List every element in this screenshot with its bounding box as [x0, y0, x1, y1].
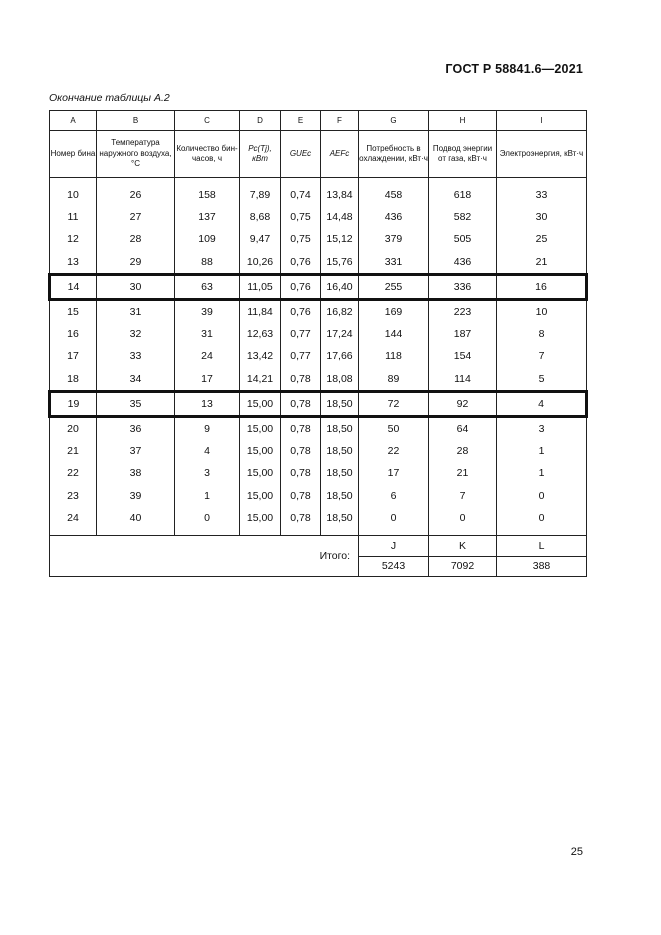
table-cell: 30 [97, 274, 175, 299]
table-cell: 17,66 [321, 345, 359, 367]
table-cell: 28 [429, 440, 497, 462]
table-cell: 0,78 [281, 391, 321, 416]
table-row [50, 251, 587, 275]
table-row [50, 299, 587, 323]
table-row [50, 228, 587, 250]
table-cell: 15 [50, 299, 97, 323]
column-letter: G [359, 111, 429, 131]
table-cell: 0 [175, 507, 240, 536]
table-cell: 72 [359, 391, 429, 416]
table-cell: 169 [359, 299, 429, 323]
table-cell: 33 [497, 178, 587, 207]
total-gas-energy: 7092 [429, 556, 497, 576]
table-cell: 109 [175, 228, 240, 250]
table-cell: 0 [497, 484, 587, 506]
table-cell: 21 [497, 251, 587, 275]
table-cell: 16 [497, 274, 587, 299]
table-row [50, 345, 587, 367]
column-header-aefc: AEFc [321, 131, 359, 178]
column-letter-row [50, 111, 587, 131]
table-cell: 14 [50, 274, 97, 299]
table-cell: 10,26 [240, 251, 281, 275]
table-cell: 18,50 [321, 440, 359, 462]
table-cell: 0 [429, 507, 497, 536]
total-label: Итого: [50, 535, 359, 576]
table-cell: 16,82 [321, 299, 359, 323]
table-cell: 64 [429, 416, 497, 440]
total-letter: L [497, 535, 587, 556]
table-cell: 14,21 [240, 368, 281, 392]
table-cell: 15,12 [321, 228, 359, 250]
table-cell: 187 [429, 323, 497, 345]
table-cell: 5 [497, 368, 587, 392]
table-cell: 21 [429, 462, 497, 484]
table-cell: 18,50 [321, 462, 359, 484]
table-cell: 38 [97, 462, 175, 484]
table-cell: 26 [97, 178, 175, 207]
table-cell: 137 [175, 206, 240, 228]
column-letter: E [281, 111, 321, 131]
table-cell: 10 [497, 299, 587, 323]
table-cell: 37 [97, 440, 175, 462]
table-cell: 0,78 [281, 507, 321, 536]
column-letter: I [497, 111, 587, 131]
total-letter: K [429, 535, 497, 556]
column-header-cooling-demand: Потребность в охлаждении, кВт·ч [359, 131, 429, 178]
table-cell: 0,76 [281, 251, 321, 275]
table-cell: 15,00 [240, 416, 281, 440]
table-cell: 19 [50, 391, 97, 416]
data-table-container [48, 110, 585, 577]
table-body [50, 178, 587, 536]
table-cell: 36 [97, 416, 175, 440]
table-cell: 0,76 [281, 299, 321, 323]
column-letter: B [97, 111, 175, 131]
table-cell: 144 [359, 323, 429, 345]
column-header-guec: GUEc [281, 131, 321, 178]
table-row [50, 507, 587, 536]
column-letter: H [429, 111, 497, 131]
table-cell: 505 [429, 228, 497, 250]
table-cell: 88 [175, 251, 240, 275]
table-cell: 17,24 [321, 323, 359, 345]
table-cell: 8,68 [240, 206, 281, 228]
table-cell: 15,00 [240, 462, 281, 484]
table-cell: 50 [359, 416, 429, 440]
table-row [50, 416, 587, 440]
table-row [50, 323, 587, 345]
column-header-row [50, 131, 587, 178]
table-cell: 9,47 [240, 228, 281, 250]
table-cell: 436 [429, 251, 497, 275]
table-cell: 0,78 [281, 440, 321, 462]
table-cell: 17 [175, 368, 240, 392]
table-cell: 0,74 [281, 178, 321, 207]
total-letter-row [50, 535, 587, 556]
table-row [50, 462, 587, 484]
table-cell: 379 [359, 228, 429, 250]
table-cell: 30 [497, 206, 587, 228]
table-row [50, 368, 587, 392]
table-cell: 24 [50, 507, 97, 536]
table-cell: 13,42 [240, 345, 281, 367]
table-cell: 63 [175, 274, 240, 299]
table-cell: 331 [359, 251, 429, 275]
table-cell: 14,48 [321, 206, 359, 228]
table-cell: 13,84 [321, 178, 359, 207]
total-letter: J [359, 535, 429, 556]
table-cell: 33 [97, 345, 175, 367]
table-cell: 40 [97, 507, 175, 536]
page-number: 25 [570, 846, 583, 858]
table-cell: 6 [359, 484, 429, 506]
column-header-outdoor-temperature: Температура наружного воздуха, °С [97, 131, 175, 178]
column-letter: D [240, 111, 281, 131]
table-row [50, 274, 587, 299]
table-cell: 458 [359, 178, 429, 207]
column-header-electricity: Электроэнергия, кВт·ч [497, 131, 587, 178]
table-cell: 9 [175, 416, 240, 440]
table-cell: 3 [497, 416, 587, 440]
column-header-bin-hours: Количество бин-часов, ч [175, 131, 240, 178]
table-cell: 29 [97, 251, 175, 275]
table-row [50, 178, 587, 207]
table-cell: 18,50 [321, 484, 359, 506]
table-cell: 12 [50, 228, 97, 250]
table-cell: 1 [497, 462, 587, 484]
table-cell: 15,00 [240, 507, 281, 536]
table-cell: 23 [50, 484, 97, 506]
column-letter: C [175, 111, 240, 131]
table-cell: 0,75 [281, 206, 321, 228]
table-cell: 0 [497, 507, 587, 536]
table-cell: 255 [359, 274, 429, 299]
table-cell: 7 [429, 484, 497, 506]
table-cell: 34 [97, 368, 175, 392]
table-cell: 25 [497, 228, 587, 250]
table-cell: 1 [497, 440, 587, 462]
table-cell: 18 [50, 368, 97, 392]
table-cell: 7 [497, 345, 587, 367]
table-cell: 582 [429, 206, 497, 228]
table-cell: 4 [175, 440, 240, 462]
document-code: ГОСТ Р 58841.6—2021 [445, 62, 583, 76]
table-row [50, 391, 587, 416]
table-cell: 7,89 [240, 178, 281, 207]
table-cell: 27 [97, 206, 175, 228]
total-electricity: 388 [497, 556, 587, 576]
table-row [50, 206, 587, 228]
table-cell: 618 [429, 178, 497, 207]
table-cell: 0,78 [281, 484, 321, 506]
table-cell: 0,76 [281, 274, 321, 299]
table-cell: 0 [359, 507, 429, 536]
table-cell: 24 [175, 345, 240, 367]
table-row [50, 440, 587, 462]
table-cell: 4 [497, 391, 587, 416]
table-cell: 31 [97, 299, 175, 323]
table-cell: 0,77 [281, 345, 321, 367]
table-cell: 32 [97, 323, 175, 345]
table-cell: 13 [50, 251, 97, 275]
table-cell: 12,63 [240, 323, 281, 345]
column-header-gas-energy: Подвод энергии от газа, кВт·ч [429, 131, 497, 178]
table-cell: 15,76 [321, 251, 359, 275]
table-cell: 3 [175, 462, 240, 484]
table-cell: 17 [50, 345, 97, 367]
table-cell: 11 [50, 206, 97, 228]
table-cell: 18,50 [321, 391, 359, 416]
table-cell: 13 [175, 391, 240, 416]
table-cell: 1 [175, 484, 240, 506]
column-header-pc: Pc(Tj), кВт [240, 131, 281, 178]
table-cell: 22 [50, 462, 97, 484]
table-cell: 16,40 [321, 274, 359, 299]
table-cell: 114 [429, 368, 497, 392]
column-letter: A [50, 111, 97, 131]
table-cell: 18,08 [321, 368, 359, 392]
total-cooling-demand: 5243 [359, 556, 429, 576]
table-cell: 18,50 [321, 416, 359, 440]
table-cell: 154 [429, 345, 497, 367]
table-cell: 0,78 [281, 368, 321, 392]
table-cell: 15,00 [240, 391, 281, 416]
table-cell: 89 [359, 368, 429, 392]
table-cell: 436 [359, 206, 429, 228]
table-cell: 92 [429, 391, 497, 416]
bin-table [48, 110, 588, 577]
table-cell: 0,78 [281, 416, 321, 440]
table-cell: 20 [50, 416, 97, 440]
table-row [50, 484, 587, 506]
table-cell: 31 [175, 323, 240, 345]
table-caption: Окончание таблицы А.2 [49, 92, 170, 104]
table-cell: 336 [429, 274, 497, 299]
table-cell: 16 [50, 323, 97, 345]
table-cell: 17 [359, 462, 429, 484]
table-cell: 39 [97, 484, 175, 506]
table-cell: 0,78 [281, 462, 321, 484]
table-cell: 18,50 [321, 507, 359, 536]
table-cell: 22 [359, 440, 429, 462]
table-cell: 8 [497, 323, 587, 345]
table-cell: 10 [50, 178, 97, 207]
table-cell: 28 [97, 228, 175, 250]
table-cell: 15,00 [240, 440, 281, 462]
table-cell: 15,00 [240, 484, 281, 506]
column-header-bin-number: Номер бина [50, 131, 97, 178]
table-cell: 21 [50, 440, 97, 462]
table-cell: 223 [429, 299, 497, 323]
table-cell: 11,05 [240, 274, 281, 299]
table-cell: 158 [175, 178, 240, 207]
column-letter: F [321, 111, 359, 131]
table-cell: 0,77 [281, 323, 321, 345]
table-cell: 11,84 [240, 299, 281, 323]
table-cell: 0,75 [281, 228, 321, 250]
table-cell: 118 [359, 345, 429, 367]
table-cell: 39 [175, 299, 240, 323]
table-cell: 35 [97, 391, 175, 416]
